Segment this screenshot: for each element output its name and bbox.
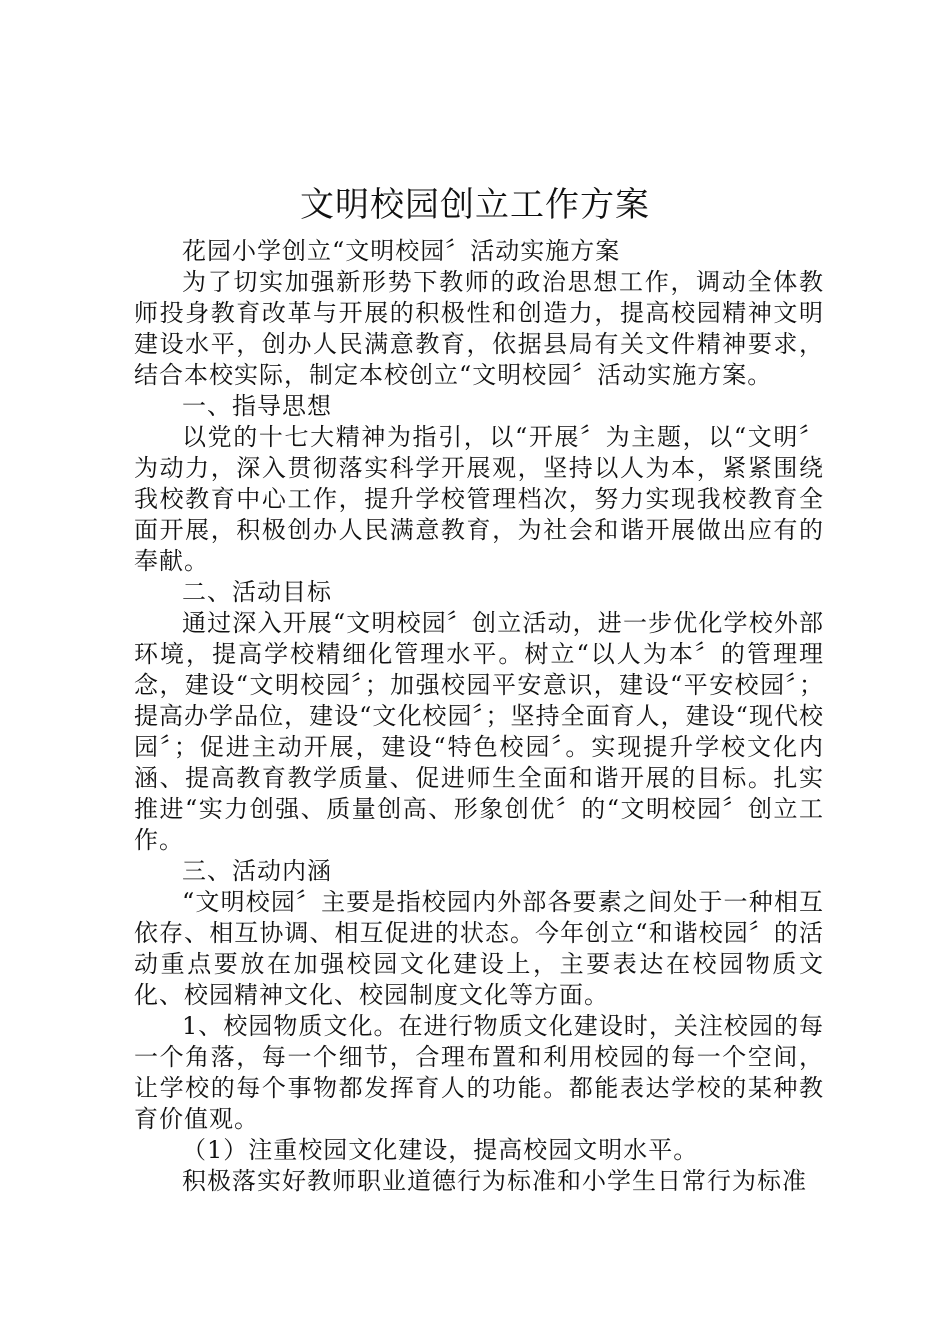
activity-goals-paragraph: 通过深入开展“文明校园〞创立活动，进一步优化学校外部环境，提高学校精细化管理水平。树立“以人为本〞的管理理念，建设“文明校园〞；加强校园平安意识，建设“平安校园〞；提高办学品位，建设“文化校园〞；坚持全面育人，建设“现代校园〞；促进主动开展，建设“特色校园〞。实现提升学校文化内涵、提高教育教学质量、促进师生全面和谐开展的目标。扎实推进“实力创强、质量创高、形象创优〞的“文明校园〞创立工作。 <box>134 609 824 854</box>
closing-paragraph: 积极落实好教师职业道德行为标准和小学生日常行为标准 <box>182 1167 807 1195</box>
intro-paragraph: 为了切实加强新形势下教师的政治思想工作，调动全体教师投身教育改革与开展的积极性和创造力，提高校园精神文明建设水平，创办人民满意教育，依据县局有关文件精神要求，结合本校实际，制定本校创立“文明校园〞活动实施方案。 <box>134 268 824 389</box>
guiding-ideology-paragraph: 以党的十七大精神为指引，以“开展〞为主题，以“文明〞为动力，深入贯彻落实科学开展观，坚持以人为本，紧紧围绕我校教育中心工作，提升学校管理档次，努力实现我校教育全面开展，积极创办人民满意教育，为社会和谐开展做出应有的奉献。 <box>134 423 824 575</box>
section-heading-activity-connotation: 三、活动内涵 <box>182 857 332 885</box>
material-culture-paragraph: 1、校园物质文化。在进行物质文化建设时，关注校园的每一个角落，每一个细节，合理布置和利用校园的每一个空间，让学校的每个事物都发挥育人的功能。都能表达学校的某种教育价值观。 <box>134 1012 824 1133</box>
activity-connotation-paragraph: “文明校园〞主要是指校园内外部各要素之间处于一种相互依存、相互协调、相互促进的状态。今年创立“和谐校园〞的活动重点要放在加强校园文化建设上，主要表达在校园物质文化、校园精神文化、校园制度文化等方面。 <box>134 888 824 1009</box>
subtitle-paragraph: 花园小学创立“文明校园〞活动实施方案 <box>182 237 621 265</box>
section-heading-guiding-ideology: 一、指导思想 <box>182 392 332 420</box>
document-body <box>134 236 824 1197</box>
document-title: 文明校园创立工作方案 <box>300 185 650 225</box>
sub-item-campus-culture: （1）注重校园文化建设，提高校园文明水平。 <box>182 1136 699 1164</box>
section-heading-activity-goals: 二、活动目标 <box>182 578 332 606</box>
